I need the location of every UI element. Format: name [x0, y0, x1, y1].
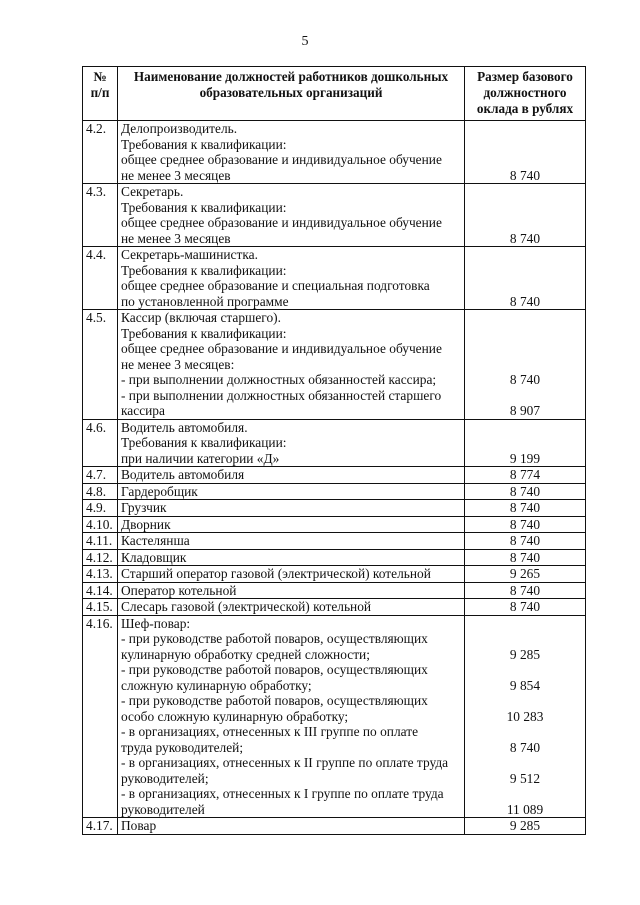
position-text-line: Шеф-повар:: [121, 615, 191, 631]
row-number: 4.15.: [83, 599, 118, 616]
salary-amount-cell: [465, 419, 586, 467]
salary-amount-spacer: [468, 310, 582, 326]
position-text-line: Требования к квалификации:: [121, 262, 287, 278]
table-row: [83, 483, 586, 500]
salary-amount-spacer: [468, 357, 582, 373]
position-name-cell: [118, 121, 465, 184]
position-text-line: - при руководстве работой поваров, осуществляющих: [121, 662, 428, 677]
page-number: 5: [301, 34, 309, 49]
header-number-line: №: [93, 69, 107, 84]
position-text-line: Кассир (включая старшего).: [121, 310, 281, 325]
row-number: 4.7.: [83, 467, 118, 484]
row-number: 4.16.: [83, 615, 118, 818]
header-amount-line: оклада в рублях: [476, 101, 574, 116]
position-text-line: Повар: [121, 818, 157, 833]
salary-amount: 8 740: [509, 372, 541, 387]
position-text-line: Слесарь газовой (электрической) котельной: [121, 599, 372, 614]
table-row: [83, 533, 586, 550]
header-number: [83, 67, 118, 121]
position-text-line: не менее 3 месяцев: [121, 167, 231, 183]
table-row: [83, 566, 586, 583]
salary-amount: 8 740: [509, 739, 541, 755]
row-number: 4.11.: [83, 533, 118, 550]
header-salary-amount: [465, 67, 586, 121]
salary-amount-cell: [465, 533, 586, 550]
position-text-line: при наличии категории «Д»: [121, 450, 280, 466]
header-position-name: [118, 67, 465, 121]
position-name-cell: [118, 247, 465, 310]
position-text-line: Требования к квалификации:: [121, 136, 287, 152]
salary-amount-cell: [465, 121, 586, 184]
position-name-cell: [118, 310, 465, 420]
table-row: [83, 500, 586, 517]
position-name-cell: [118, 467, 465, 484]
salary-amount: 8 740: [509, 293, 541, 309]
position-text-line: не менее 3 месяцев:: [121, 356, 235, 372]
position-name-cell: [118, 516, 465, 533]
row-number: 4.14.: [83, 582, 118, 599]
position-text-line: Требования к квалификации:: [121, 435, 287, 450]
table-row: [83, 549, 586, 566]
salary-amount: 8 740: [509, 483, 541, 499]
salary-amount-cell: [465, 483, 586, 500]
salary-amount: 9 512: [509, 770, 541, 786]
salary-amount-cell: [465, 467, 586, 484]
row-number: 4.13.: [83, 566, 118, 583]
header-number-line: п/п: [90, 85, 110, 100]
salary-amount-spacer: [468, 662, 582, 678]
position-text-line: - при выполнении должностных обязанностей старшего: [121, 387, 442, 403]
salary-amount-cell: [465, 500, 586, 517]
table-row: [83, 467, 586, 484]
salary-amount-spacer: [468, 278, 582, 294]
position-name-cell: [118, 615, 465, 818]
position-text-line: Кладовщик: [121, 549, 187, 565]
table-row: [83, 599, 586, 616]
salary-amount: 8 740: [509, 500, 541, 515]
salary-amount: 9 285: [509, 818, 541, 833]
table-row: [83, 615, 586, 818]
salary-amount: 10 283: [506, 708, 544, 724]
position-text-line: сложную кулинарную обработку;: [121, 677, 312, 693]
row-number: 4.2.: [83, 121, 118, 184]
salary-amount-spacer: [468, 786, 582, 802]
salary-amount-spacer: [468, 184, 582, 200]
position-text-line: Делопроизводитель.: [121, 121, 238, 136]
position-text-line: по установленной программе: [121, 293, 289, 309]
position-text-line: - в организациях, отнесенных к II группе по оплате труда: [121, 755, 449, 770]
position-text-line: руководителей: [121, 801, 205, 817]
salary-amount: 8 740: [509, 582, 541, 598]
salary-amount-spacer: [468, 152, 582, 168]
salary-amount-spacer: [468, 435, 582, 451]
salary-amount: 8 740: [509, 167, 541, 183]
position-name-cell: [118, 582, 465, 599]
salary-amount-cell: [465, 310, 586, 420]
header-position-line: Наименование должностей работников дошкольных: [133, 69, 449, 84]
salary-amount: 9 854: [509, 677, 541, 693]
salary-amount: 8 740: [509, 599, 541, 614]
salary-amount: 8 740: [509, 533, 541, 548]
salary-amount-cell: [465, 615, 586, 818]
salary-amount-spacer: [468, 121, 582, 137]
salary-amount-spacer: [468, 263, 582, 279]
position-text-line: общее среднее образование и специальная подготовка: [121, 278, 430, 293]
position-name-cell: [118, 483, 465, 500]
salary-amount-spacer: [468, 200, 582, 216]
position-text-line: Грузчик: [121, 500, 167, 515]
salary-amount-spacer: [468, 616, 582, 632]
row-number: 4.6.: [83, 419, 118, 467]
position-text-line: Дворник: [121, 516, 171, 532]
salary-amount-spacer: [468, 137, 582, 153]
header-amount-line: Размер базового: [477, 69, 573, 84]
table-row: [83, 247, 586, 310]
salary-amount-spacer: [468, 326, 582, 342]
position-text-line: Гардеробщик: [121, 483, 198, 499]
position-name-cell: [118, 818, 465, 835]
position-name-cell: [118, 599, 465, 616]
salary-amount-spacer: [468, 215, 582, 231]
salary-amount-cell: [465, 184, 586, 247]
row-number: 4.8.: [83, 483, 118, 500]
position-text-line: труда руководителей;: [121, 739, 244, 755]
position-text-line: Водитель автомобиля.: [121, 419, 248, 435]
position-name-cell: [118, 419, 465, 467]
table-row: [83, 184, 586, 247]
salary-table: [82, 66, 586, 835]
position-text-line: руководителей;: [121, 770, 209, 786]
position-text-line: не менее 3 месяцев: [121, 230, 231, 246]
position-text-line: Секретарь.: [121, 184, 184, 199]
position-text-line: кассира: [121, 403, 165, 418]
salary-amount-cell: [465, 582, 586, 599]
salary-amount-spacer: [468, 247, 582, 263]
position-text-line: Требования к квалификации:: [121, 199, 287, 215]
salary-amount-spacer: [468, 420, 582, 436]
salary-amount: 8 907: [509, 403, 541, 418]
row-number: 4.4.: [83, 247, 118, 310]
table-body: [83, 121, 586, 835]
row-number: 4.17.: [83, 818, 118, 835]
position-text-line: Секретарь-машинистка.: [121, 247, 258, 262]
salary-amount: 11 089: [506, 801, 544, 817]
header-position-line: образовательных организаций: [199, 85, 383, 100]
salary-amount-cell: [465, 549, 586, 566]
table-row: [83, 582, 586, 599]
salary-amount-spacer: [468, 755, 582, 771]
position-text-line: - при руководстве работой поваров, осуществляющих: [121, 631, 428, 646]
row-number: 4.3.: [83, 184, 118, 247]
table-row: [83, 121, 586, 184]
position-text-line: кулинарную обработку средней сложности;: [121, 646, 370, 662]
salary-amount: 9 285: [509, 646, 541, 662]
row-number: 4.9.: [83, 500, 118, 517]
position-text-line: общее среднее образование и индивидуальное обучение: [121, 215, 442, 230]
salary-amount-cell: [465, 818, 586, 835]
position-text-line: - в организациях, отнесенных к I группе по оплате труда: [121, 786, 444, 801]
row-number: 4.12.: [83, 549, 118, 566]
salary-amount: 8 740: [509, 549, 541, 565]
salary-amount-spacer: [468, 724, 582, 740]
salary-amount-cell: [465, 599, 586, 616]
position-name-cell: [118, 184, 465, 247]
position-text-line: Кастелянша: [121, 533, 190, 548]
position-text-line: - при выполнении должностных обязанностей кассира;: [121, 372, 437, 387]
salary-amount: 8 774: [509, 467, 541, 482]
salary-amount-spacer: [468, 388, 582, 404]
salary-amount: 9 265: [509, 566, 541, 581]
position-text-line: особо сложную кулинарную обработку;: [121, 708, 349, 724]
salary-amount-spacer: [468, 341, 582, 357]
salary-amount: 8 740: [509, 230, 541, 246]
position-text-line: - в организациях, отнесенных к III группе по оплате: [121, 724, 419, 739]
position-text-line: Требования к квалификации:: [121, 325, 287, 341]
salary-amount-spacer: [468, 693, 582, 709]
position-name-cell: [118, 500, 465, 517]
table-row: [83, 310, 586, 420]
position-text-line: Водитель автомобиля: [121, 467, 245, 482]
position-name-cell: [118, 533, 465, 550]
position-text-line: общее среднее образование и индивидуальное обучение: [121, 341, 442, 356]
salary-amount: 8 740: [509, 516, 541, 532]
salary-amount-cell: [465, 566, 586, 583]
position-text-line: общее среднее образование и индивидуальное обучение: [121, 152, 442, 167]
salary-amount-cell: [465, 516, 586, 533]
table-header-row: [83, 67, 586, 121]
salary-amount-cell: [465, 247, 586, 310]
position-text-line: - при руководстве работой поваров, осуществляющих: [121, 693, 428, 708]
position-text-line: Старший оператор газовой (электрической) котельной: [121, 566, 431, 581]
table-row: [83, 516, 586, 533]
header-amount-line: должностного: [483, 85, 567, 100]
salary-amount: 9 199: [509, 450, 541, 466]
row-number: 4.5.: [83, 310, 118, 420]
table-row: [83, 818, 586, 835]
position-name-cell: [118, 549, 465, 566]
position-text-line: Оператор котельной: [121, 582, 237, 598]
row-number: 4.10.: [83, 516, 118, 533]
position-name-cell: [118, 566, 465, 583]
salary-amount-spacer: [468, 631, 582, 647]
table-row: [83, 419, 586, 467]
